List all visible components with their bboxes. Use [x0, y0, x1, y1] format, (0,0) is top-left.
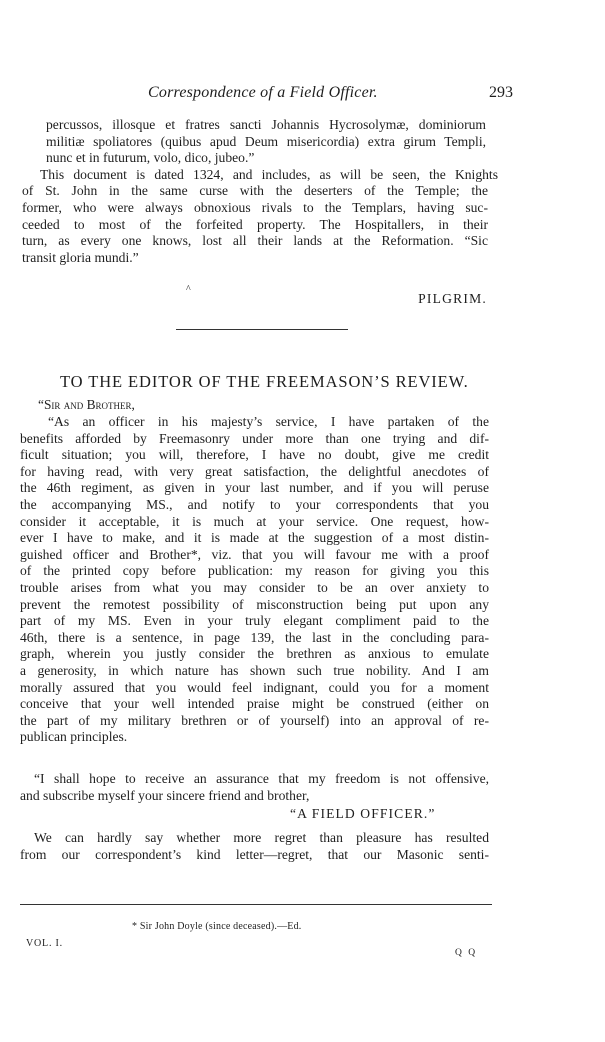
text-line: graph, wherein you justly consider the brethren as anxious to emulate — [20, 646, 489, 662]
text-line: publican principles. — [20, 729, 128, 745]
text-line: This document is dated 1324, and includes, as will be seen, the Knights — [40, 166, 498, 182]
text-line: from our correspondent’s kind letter—regret, that our Masonic senti- — [20, 846, 489, 862]
letter-closing — [20, 771, 489, 804]
text-line: percussos, illosque et fratres sancti Johannis Hycrosolymæ, dominiorum — [46, 117, 486, 132]
text-line: prevent the remotest possibility of misconstruction being put upon any — [20, 596, 489, 612]
text-line: ficult situation; you will, therefore, I have no doubt, give me credit — [20, 447, 489, 463]
text-line: consider it acceptable, it is much at your service. One request, how- — [20, 513, 489, 529]
text-line: and subscribe myself your sincere friend and brother, — [20, 787, 310, 803]
latin-quotation-continuation — [22, 117, 498, 266]
text-line: the accompanying MS., and notify to your correspondents that you — [20, 496, 489, 512]
text-line: ceeded to most of the forfeited property. The Hospitallers, in their — [22, 216, 488, 232]
text-line: transit gloria mundi.” — [22, 249, 139, 265]
text-line: “As an officer in his majesty’s service, I have partaken of the — [48, 414, 489, 429]
section-divider — [176, 329, 348, 330]
text-line: the 46th regiment, as given in your last number, and if you will peruse — [20, 480, 489, 496]
text-line: 46th, there is a sentence, in page 139, the last in the concluding para- — [20, 629, 489, 645]
volume-label: VOL. I. — [26, 938, 63, 949]
text-line: of the printed copy before publication: my reason for giving you this — [20, 563, 489, 579]
text-line: for having read, with very great satisfaction, the delightful anecdotes of — [20, 463, 489, 479]
text-line: the part of my military brethren or of yourself) into an approval of re- — [20, 712, 489, 728]
editor-reply — [20, 830, 489, 863]
text-line: nunc et in futurum, volo, dico, jubeo.” — [46, 150, 255, 166]
text-line: benefits afforded by Freemasonry under more than one trying and dif- — [20, 430, 489, 446]
signature-pilgrim: PILGRIM. — [418, 291, 487, 306]
text-line: of St. John in the same curse with the deserters of the Temple; the — [22, 183, 488, 199]
salutation-text: “Sir and Brother, — [38, 397, 135, 412]
text-line: part of my MS. Even in your truly elegant compliment paid to the — [20, 613, 489, 629]
footnote-divider — [20, 904, 492, 905]
page-number: 293 — [489, 84, 513, 101]
running-head — [0, 84, 605, 106]
text-line: We can hardly say whether more regret than pleasure has resulted — [34, 830, 489, 845]
text-line: former, who were always obnoxious rivals to the Templars, having suc- — [22, 199, 488, 215]
letter-salutation — [38, 397, 135, 413]
text-line: militiæ spoliatores (quibus apud Deum misericordia) extra girum Templi, — [46, 133, 486, 149]
footnote: * Sir John Doyle (since deceased).—Ed. — [132, 921, 302, 932]
text-line: a generosity, in which nature has shown such true nobility. And I am — [20, 662, 489, 678]
running-title: Correspondence of a Field Officer. — [148, 84, 378, 101]
caret-mark: ^ — [186, 284, 191, 295]
text-line: conceive that your well intended praise might be construed (either on — [20, 696, 489, 712]
text-line: guished officer and Brother*, viz. that you will favour me with a proof — [20, 546, 489, 562]
text-line: ever I have to make, and it is made at the suggestion of a most distin- — [20, 530, 489, 546]
printer-signature-mark: Q Q — [455, 948, 478, 958]
text-line: trouble arises from what you may consider to be an over anxiety to — [20, 579, 489, 595]
text-line: turn, as every one knows, lost all their lands at the Reformation. “Sic — [22, 233, 488, 249]
section-heading: TO THE EDITOR OF THE FREEMASON’S REVIEW. — [60, 372, 469, 391]
signature-field-officer: “A FIELD OFFICER.” — [290, 806, 436, 821]
letter-body — [20, 414, 489, 746]
text-line: morally assured that you would feel indignant, could you for a moment — [20, 679, 489, 695]
text-line: “I shall hope to receive an assurance that my freedom is not offensive, — [34, 771, 489, 786]
